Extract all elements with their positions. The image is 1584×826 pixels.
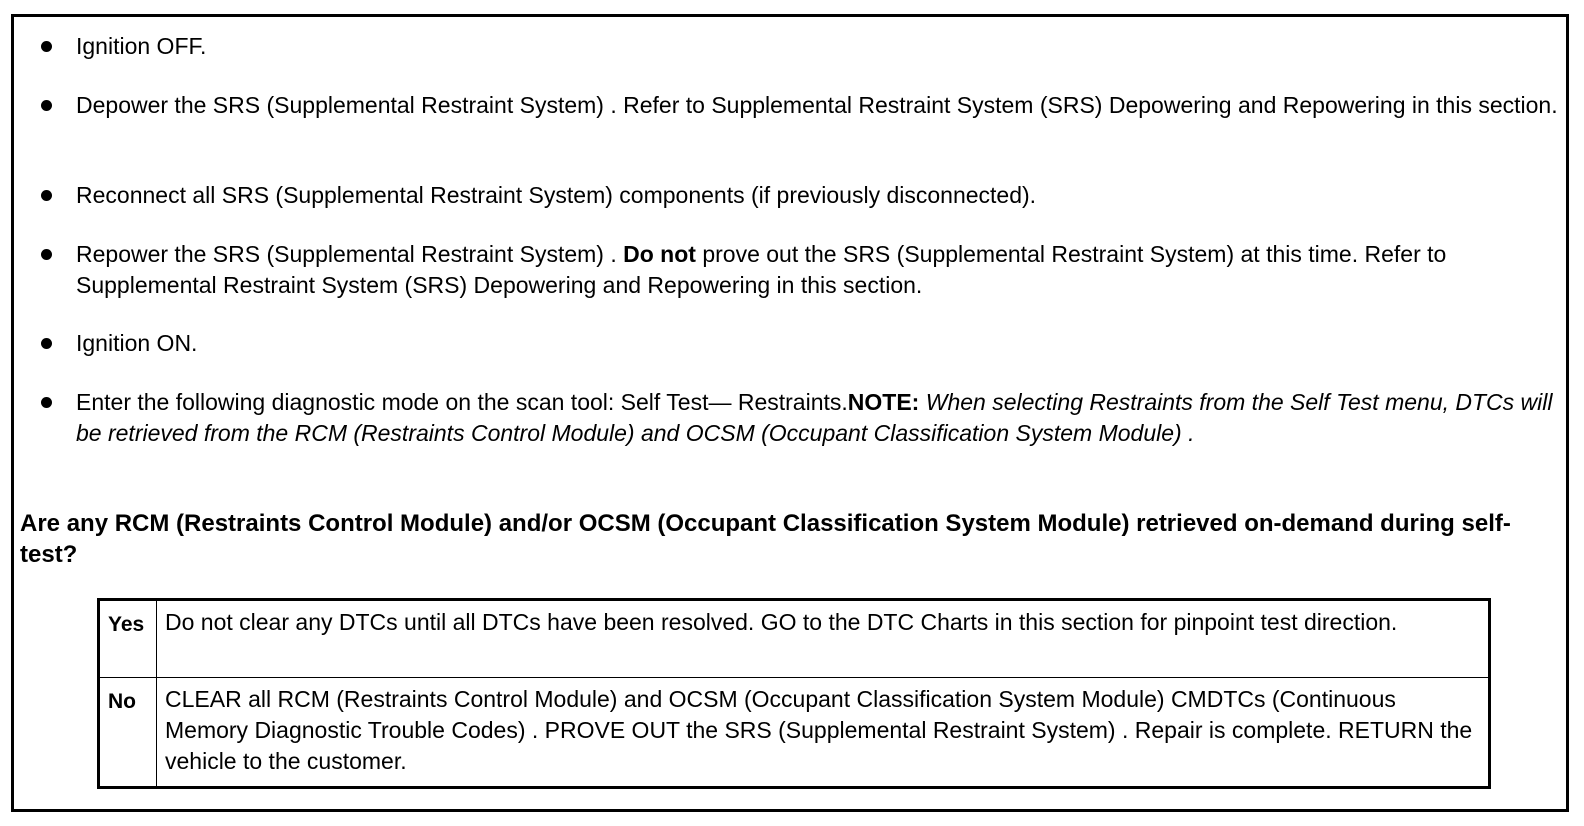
bullet-icon [41,190,52,201]
answer-key: No [99,678,157,788]
step-text: Depower the SRS (Supplemental Restraint System) . Refer to Supplemental Restraint System (SRS) Depowering and Repowering in this section. [76,92,1558,118]
bullet-icon [41,249,52,260]
step-item [76,387,1566,449]
step-text: Reconnect all SRS (Supplemental Restraint System) components (if previously disconnected). [76,182,1037,208]
answer-row-yes [99,600,1490,678]
answer-table [97,598,1491,789]
answer-text: Do not clear any DTCs until all DTCs have been resolved. GO to the DTC Charts in this section for pinpoint test direction. [157,600,1490,678]
step-text: Ignition ON. [76,330,198,356]
diagnostic-question: Are any RCM (Restraints Control Module) and/or OCSM (Occupant Classification System Module) retrieved on-demand during self-test? [20,510,1511,568]
bullet-icon [41,100,52,111]
note-text: When selecting Restraints from the Self Test menu, DTCs will be retrieved from the RCM (Restraints Control Module) and OCSM (Occupant Classification System Module) . [76,389,1553,446]
step-item [76,328,1566,359]
bullet-icon [41,41,52,52]
answer-key: Yes [99,600,157,678]
step-item [76,239,1566,301]
step-text-after: prove out the SRS (Supplemental Restraint System) at this time. Refer to Supplemental Restraint System (SRS) Depowering and Repowering in this section. [76,241,1447,298]
note-label: NOTE: [847,389,920,415]
procedure-frame [11,14,1569,812]
step-text-before: Enter the following diagnostic mode on the scan tool: Self Test— Restraints. [76,389,848,415]
bullet-icon [41,338,52,349]
step-item [76,90,1566,121]
step-text: Ignition OFF. [76,33,207,59]
step-item [76,180,1566,211]
step-text-before: Repower the SRS (Supplemental Restraint System) . [76,241,624,267]
step-item [76,31,1566,62]
answer-row-no [99,678,1490,788]
bullet-icon [41,397,52,408]
step-emphasis: Do not [623,241,696,267]
answer-text: CLEAR all RCM (Restraints Control Module) and OCSM (Occupant Classification System Module) CMDTCs (Continuous Memory Diagnostic Trouble Codes) . PROVE OUT the SRS (Supplemental Restraint System) . Repair is complete. RETURN the vehicle to the customer. [157,678,1490,788]
